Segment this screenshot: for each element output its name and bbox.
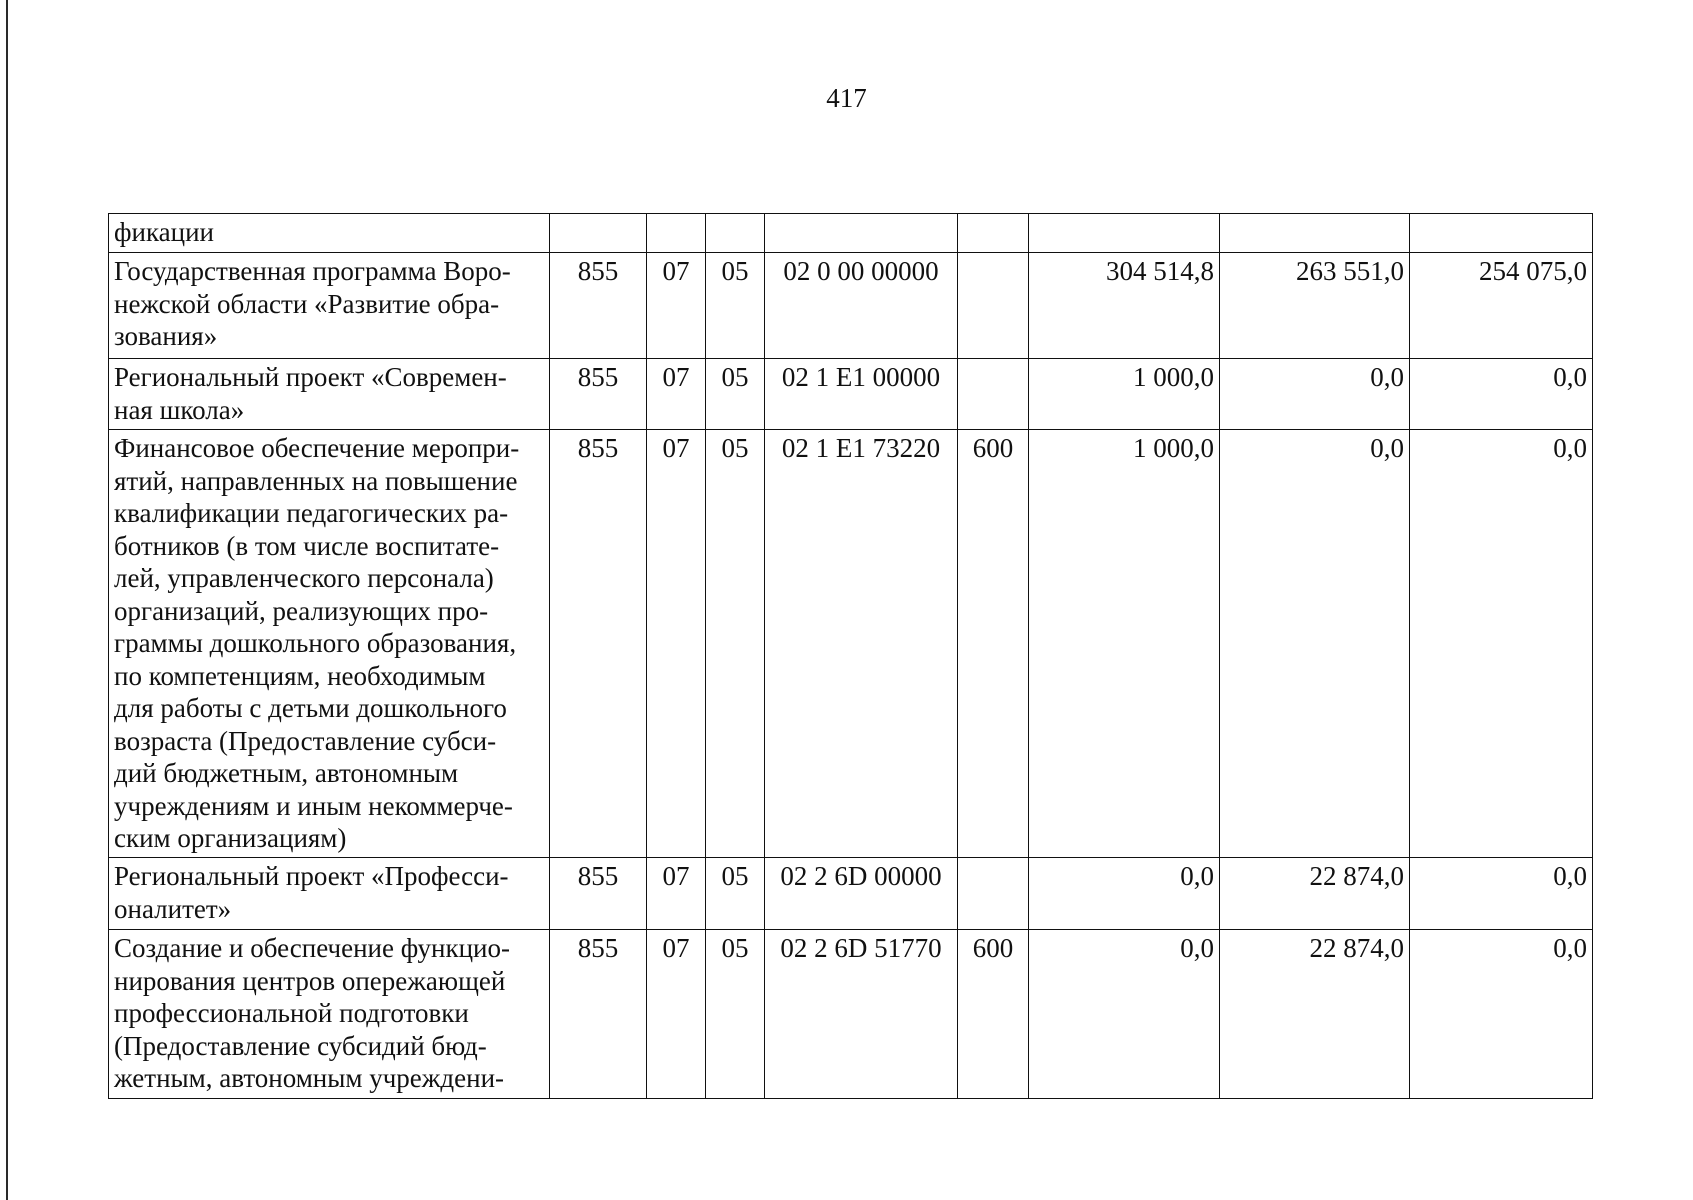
cell-section: 07 — [647, 858, 706, 930]
cell-grbs: 855 — [550, 359, 647, 430]
cell-section — [647, 214, 706, 253]
cell-item-name — [109, 253, 550, 359]
cell-amount-year-3: 254 075,0 — [1410, 253, 1593, 359]
table-row — [109, 430, 1593, 858]
cell-target-item: 02 1 E1 00000 — [765, 359, 958, 430]
scan-edge-line — [6, 0, 8, 1200]
cell-item-name-line: по компетенциям, необходимым — [114, 660, 486, 691]
cell-grbs: 855 — [550, 253, 647, 359]
cell-item-name-line: ная школа» — [114, 394, 245, 425]
cell-grbs: 855 — [550, 930, 647, 1099]
cell-subsection: 05 — [706, 253, 765, 359]
cell-amount-year-1 — [1029, 214, 1220, 253]
cell-target-item — [765, 214, 958, 253]
cell-item-name-line: ским организациям) — [114, 823, 347, 853]
table-row — [109, 253, 1593, 359]
cell-item-name-line: лей, управленческого персонала) — [114, 563, 494, 593]
cell-grbs: 855 — [550, 858, 647, 930]
cell-amount-year-3 — [1410, 214, 1593, 253]
cell-subsection: 05 — [706, 858, 765, 930]
cell-target-item: 02 1 E1 73220 — [765, 430, 958, 858]
cell-item-name-line: Финансовое обеспечение меропри- — [114, 433, 520, 463]
cell-expense-type: 600 — [958, 430, 1029, 858]
cell-item-name-line: Региональный проект «Професси- — [114, 861, 509, 891]
cell-item-name-line: Государственная программа Воро- — [114, 256, 511, 286]
cell-item-name-line: граммы дошкольного образования, — [114, 628, 517, 658]
cell-item-name-line: (Предоставление субсидий бюд- — [114, 1030, 487, 1061]
cell-item-name — [109, 359, 550, 430]
cell-expense-type — [958, 214, 1029, 253]
cell-item-name-line: Региональный проект «Современ- — [114, 362, 507, 392]
cell-amount-year-1: 1 000,0 — [1029, 430, 1220, 858]
cell-amount-year-1: 304 514,8 — [1029, 253, 1220, 359]
cell-item-name-line: профессиональной подготовки — [114, 998, 469, 1028]
cell-subsection: 05 — [706, 930, 765, 1099]
cell-expense-type: 600 — [958, 930, 1029, 1099]
cell-subsection — [706, 214, 765, 253]
cell-grbs — [550, 214, 647, 253]
cell-amount-year-2: 0,0 — [1220, 359, 1410, 430]
cell-item-name-line: учреждениям и иным некоммерче- — [114, 790, 513, 821]
cell-target-item: 02 2 6D 00000 — [765, 858, 958, 930]
cell-expense-type — [958, 858, 1029, 930]
cell-amount-year-1: 0,0 — [1029, 858, 1220, 930]
cell-amount-year-3: 0,0 — [1410, 359, 1593, 430]
cell-item-name-line: фикации — [114, 217, 214, 247]
cell-item-name — [109, 858, 550, 930]
table-row — [109, 214, 1593, 253]
cell-grbs: 855 — [550, 430, 647, 858]
cell-item-name-line: жетным, автономным учреждени- — [114, 1063, 505, 1093]
cell-amount-year-2: 263 551,0 — [1220, 253, 1410, 359]
cell-amount-year-2 — [1220, 214, 1410, 253]
cell-item-name — [109, 430, 550, 858]
cell-amount-year-1: 1 000,0 — [1029, 359, 1220, 430]
cell-item-name-line: нежской области «Развитие обра- — [114, 288, 500, 319]
budget-table — [108, 213, 1593, 1099]
cell-section: 07 — [647, 359, 706, 430]
cell-subsection: 05 — [706, 359, 765, 430]
cell-amount-year-2: 22 874,0 — [1220, 930, 1410, 1099]
table-row — [109, 930, 1593, 1099]
cell-section: 07 — [647, 930, 706, 1099]
table-row — [109, 359, 1593, 430]
cell-item-name-line: зования» — [114, 321, 218, 351]
cell-amount-year-1: 0,0 — [1029, 930, 1220, 1099]
cell-item-name-line: оналитет» — [114, 893, 232, 924]
cell-item-name-line: ятий, направленных на повышение — [114, 465, 518, 496]
cell-item-name-line: квалификации педагогических ра- — [114, 498, 509, 528]
cell-item-name-line: для работы с детьми дошкольного — [114, 693, 507, 723]
cell-target-item: 02 2 6D 51770 — [765, 930, 958, 1099]
cell-item-name-line: возраста (Предоставление субси- — [114, 725, 497, 756]
cell-amount-year-2: 22 874,0 — [1220, 858, 1410, 930]
cell-item-name-line: дий бюджетным, автономным — [114, 758, 459, 788]
cell-item-name-line: организаций, реализующих про- — [114, 595, 489, 626]
cell-item-name — [109, 214, 550, 253]
cell-item-name-line: ботников (в том числе воспитате- — [114, 530, 500, 561]
cell-section: 07 — [647, 430, 706, 858]
cell-item-name — [109, 930, 550, 1099]
cell-expense-type — [958, 359, 1029, 430]
table-body — [109, 214, 1593, 1099]
cell-amount-year-2: 0,0 — [1220, 430, 1410, 858]
cell-item-name-line: Создание и обеспечение функцио- — [114, 933, 510, 963]
cell-section: 07 — [647, 253, 706, 359]
cell-item-name-line: нирования центров опережающей — [114, 965, 506, 996]
table-row — [109, 858, 1593, 930]
cell-target-item: 02 0 00 00000 — [765, 253, 958, 359]
cell-amount-year-3: 0,0 — [1410, 858, 1593, 930]
cell-amount-year-3: 0,0 — [1410, 430, 1593, 858]
page-number: 417 — [826, 83, 867, 113]
cell-amount-year-3: 0,0 — [1410, 930, 1593, 1099]
cell-expense-type — [958, 253, 1029, 359]
cell-subsection: 05 — [706, 430, 765, 858]
